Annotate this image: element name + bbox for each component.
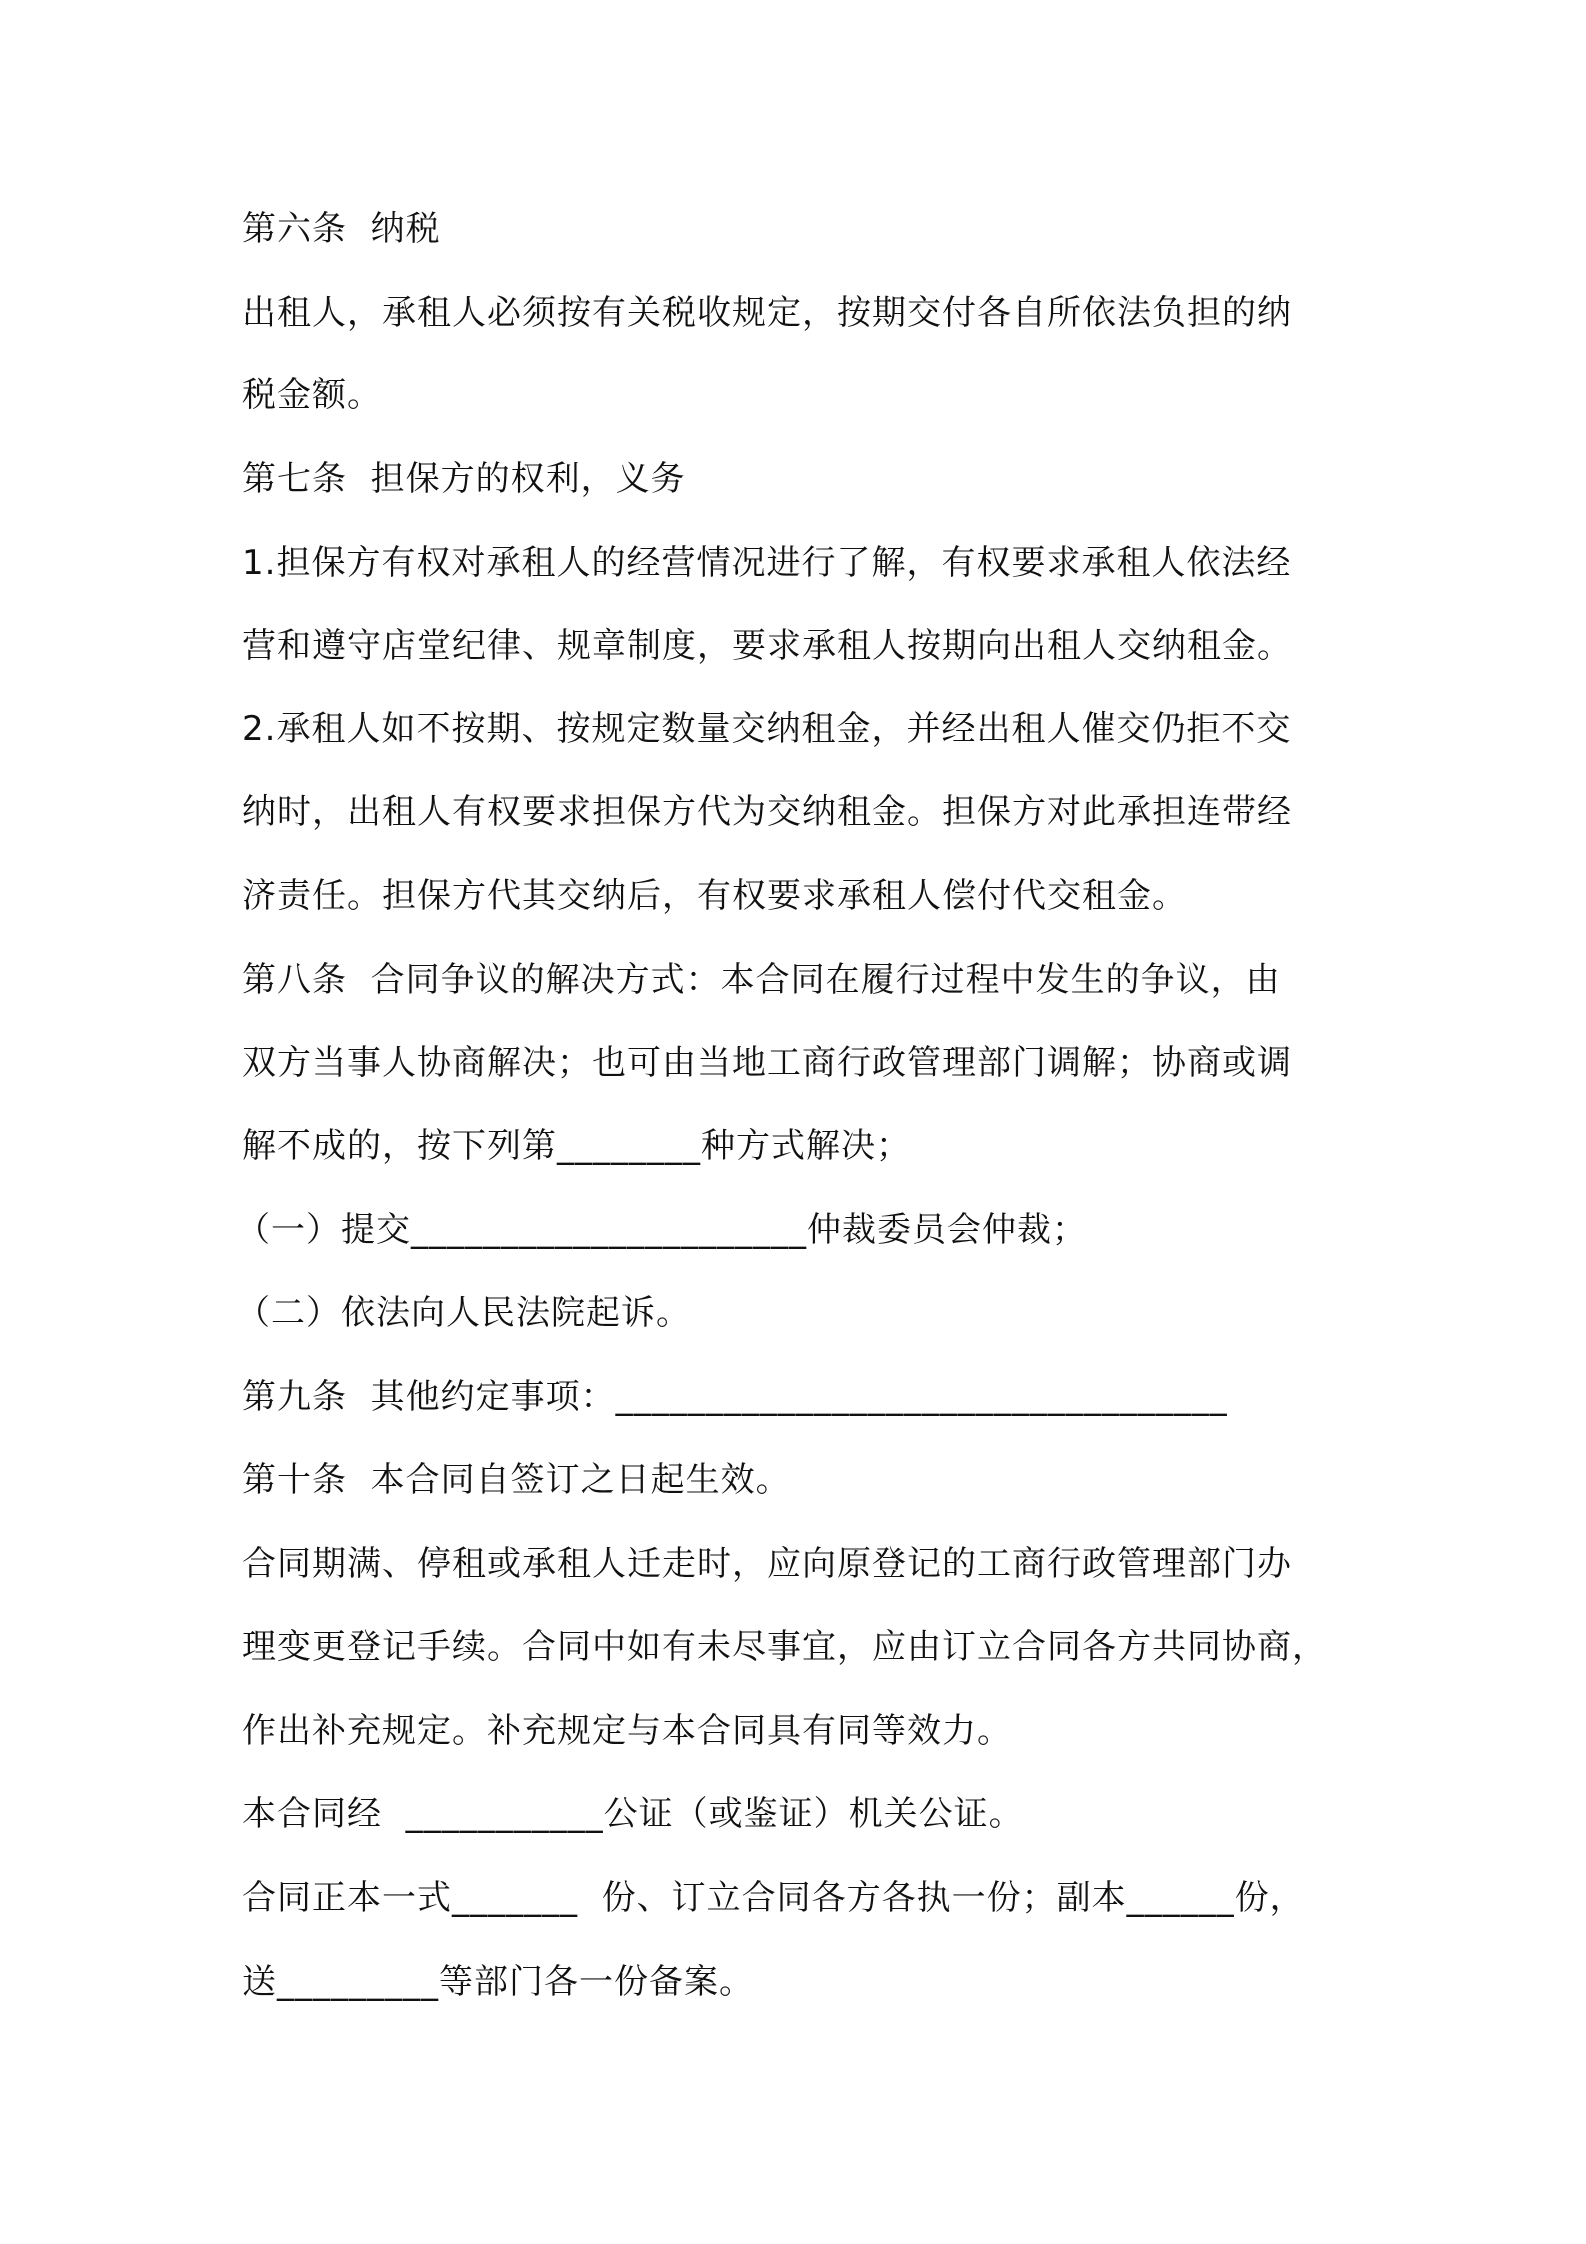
article-10-text-line-2: 理变更登记手续。合同中如有未尽事宜，应由订立合同各方共同协商， bbox=[242, 1627, 1327, 1667]
article-8-option-2: （二）依法向人民法院起诉。 bbox=[236, 1293, 691, 1333]
article-7-item-2-line-1: 2.承租人如不按期、按规定数量交纳租金，并经出租人催交仍拒不交 bbox=[242, 709, 1292, 749]
article-6-heading: 第六条 纳税 bbox=[242, 209, 441, 249]
notarization-line: 本合同经 ___________公证（或鉴证）机关公证。 bbox=[242, 1794, 1024, 1834]
copies-line-1: 合同正本一式_______ 份、订立合同各方各执一份；副本______份， bbox=[242, 1878, 1305, 1918]
article-7-heading: 第七条 担保方的权利，义务 bbox=[242, 459, 686, 499]
article-7-item-1-line-1: 1.担保方有权对承租人的经营情况进行了解，有权要求承租人依法经 bbox=[242, 543, 1292, 583]
article-7-item-2-line-2: 纳时，出租人有权要求担保方代为交纳租金。担保方对此承担连带经 bbox=[242, 792, 1292, 832]
copies-line-2: 送_________等部门各一份备案。 bbox=[242, 1962, 754, 2002]
article-8-line-2: 双方当事人协商解决；也可由当地工商行政管理部门调解；协商或调 bbox=[242, 1043, 1292, 1083]
article-9: 第九条 其他约定事项：__________________________________ bbox=[242, 1377, 1228, 1417]
article-10-text-line-1: 合同期满、停租或承租人迁走时，应向原登记的工商行政管理部门办 bbox=[242, 1544, 1292, 1584]
article-7-item-1-line-2: 营和遵守店堂纪律、规章制度，要求承租人按期向出租人交纳租金。 bbox=[242, 626, 1292, 666]
article-6-text-line-1: 出租人，承租人必须按有关税收规定，按期交付各自所依法负担的纳 bbox=[242, 293, 1292, 333]
article-10-text-line-3: 作出补充规定。补充规定与本合同具有同等效力。 bbox=[242, 1711, 1012, 1751]
article-8-line-1: 第八条 合同争议的解决方式：本合同在履行过程中发生的争议，由 bbox=[242, 960, 1281, 1000]
article-8-line-3: 解不成的，按下列第________种方式解决； bbox=[242, 1126, 911, 1166]
article-7-item-2-line-3: 济责任。担保方代其交纳后，有权要求承租人偿付代交租金。 bbox=[242, 876, 1187, 916]
article-10-heading: 第十条 本合同自签订之日起生效。 bbox=[242, 1460, 791, 1500]
article-8-option-1: （一）提交______________________仲裁委员会仲裁； bbox=[236, 1210, 1087, 1250]
article-6-text-line-2: 税金额。 bbox=[242, 375, 382, 415]
